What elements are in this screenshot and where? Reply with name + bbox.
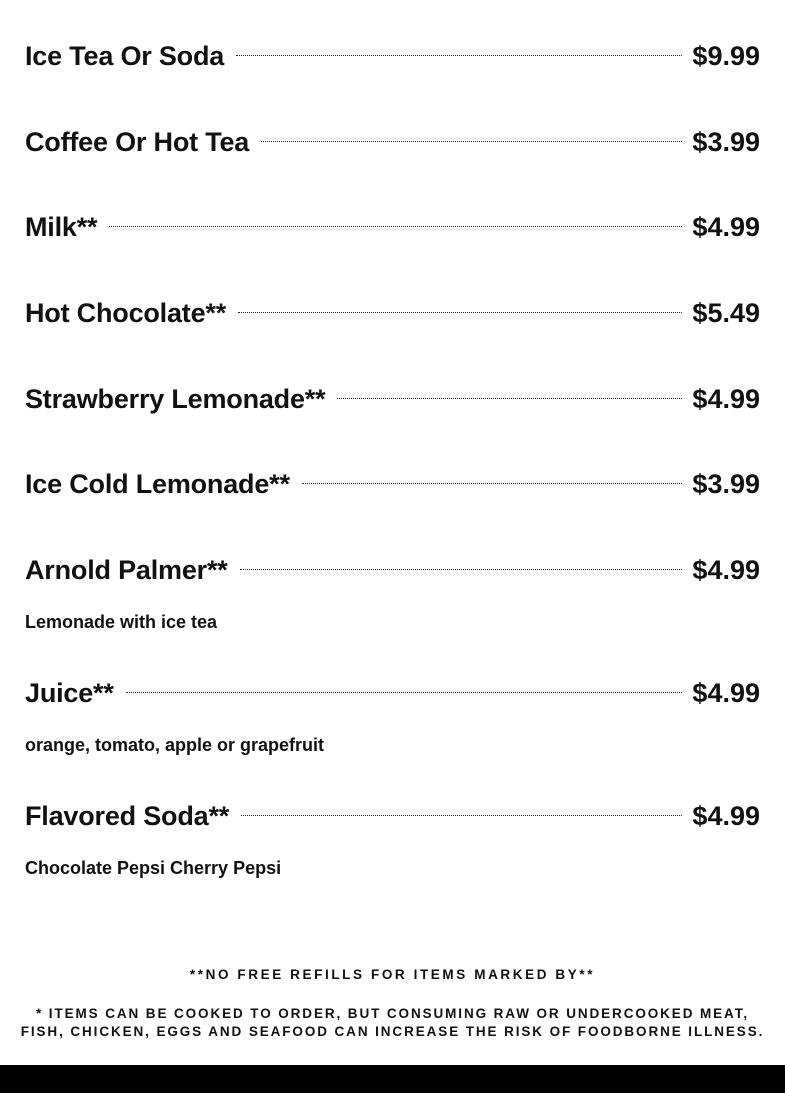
dotted-leader [126, 692, 683, 693]
refill-note: **NO FREE REFILLS FOR ITEMS MARKED BY** [189, 967, 596, 982]
dotted-leader [109, 226, 682, 227]
menu-item [25, 127, 760, 157]
item-price: $4.99 [692, 212, 760, 242]
item-price: $4.99 [692, 801, 760, 831]
item-price: $3.99 [692, 127, 760, 157]
menu-item [25, 555, 760, 633]
item-price: $4.99 [692, 555, 760, 585]
dotted-leader [236, 55, 682, 56]
warning-line-2: FISH, CHICKEN, EGGS AND SEAFOOD CAN INCREASE THE RISK OF FOODBORNE ILLNESS. [20, 1024, 765, 1039]
item-price: $9.99 [692, 41, 760, 71]
dotted-leader [302, 483, 683, 484]
food-safety-warning [0, 1005, 785, 1041]
item-price: $5.49 [692, 298, 760, 328]
item-price: $4.99 [692, 678, 760, 708]
item-name: Ice Cold Lemonade** [25, 469, 290, 499]
menu-item [25, 678, 760, 756]
dotted-leader [241, 815, 682, 816]
item-description: Chocolate Pepsi Cherry Pepsi [25, 858, 282, 878]
menu-item [25, 298, 760, 328]
item-name: Juice** [25, 678, 114, 708]
item-description: Lemonade with ice tea [25, 612, 218, 632]
dotted-leader [240, 569, 683, 570]
item-name: Strawberry Lemonade** [25, 384, 326, 414]
item-description: orange, tomato, apple or grapefruit [25, 735, 325, 755]
menu-item [25, 41, 760, 71]
warning-line-1: * ITEMS CAN BE COOKED TO ORDER, BUT CONSUMING RAW OR UNDERCOOKED MEAT, [35, 1006, 750, 1021]
item-name: Milk** [25, 212, 98, 242]
item-name: Arnold Palmer** [25, 555, 228, 585]
item-price: $3.99 [692, 469, 760, 499]
item-name: Coffee Or Hot Tea [25, 127, 250, 157]
item-price: $4.99 [692, 384, 760, 414]
menu-item [25, 801, 760, 879]
dotted-leader [261, 141, 682, 142]
item-name: Hot Chocolate** [25, 298, 227, 328]
item-name: Flavored Soda** [25, 801, 230, 831]
menu-item [25, 384, 760, 414]
dotted-leader [238, 312, 682, 313]
menu-item [25, 469, 760, 499]
dotted-leader [337, 398, 682, 399]
menu-item [25, 212, 760, 242]
footer-bar [0, 1065, 785, 1093]
item-name: Ice Tea Or Soda [25, 41, 225, 71]
